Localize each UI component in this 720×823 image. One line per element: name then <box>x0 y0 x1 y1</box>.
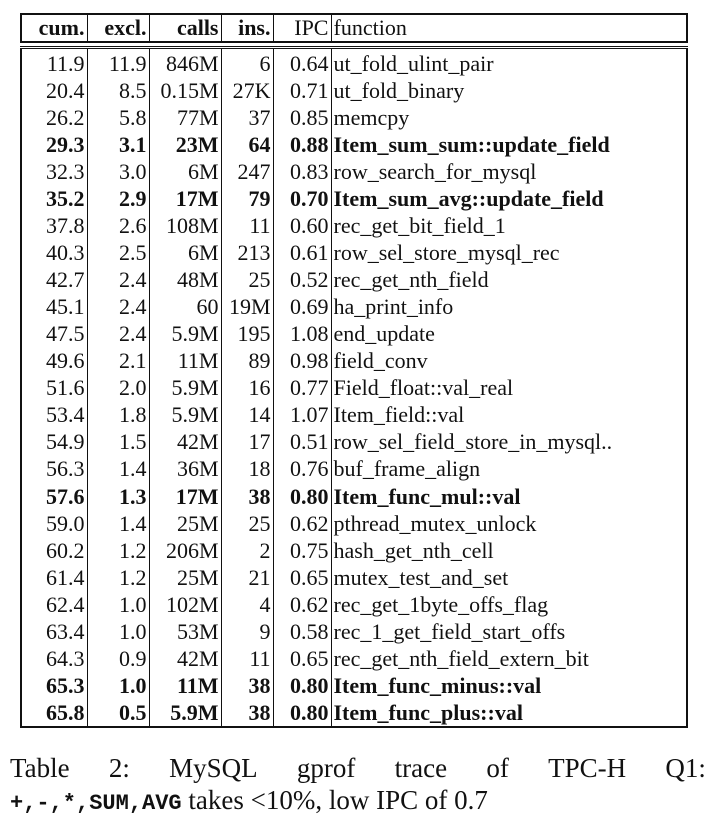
cell-cum: 49.6 <box>46 348 85 374</box>
cell-calls: 17M <box>149 483 221 510</box>
cell-ins: 27K <box>221 77 273 104</box>
cell-calls: 17M <box>149 185 221 212</box>
cell-ins: 18 <box>221 455 273 482</box>
cell-cum: 20.4 <box>46 78 85 104</box>
cell-calls: 0.15M <box>149 77 221 104</box>
cell-ipc: 0.80 <box>273 699 331 727</box>
cell-ins: 38 <box>221 672 273 699</box>
cell-function: Item_field::val <box>331 401 687 428</box>
cell-ins: 19M <box>221 293 273 320</box>
cell-function: row_search_for_mysql <box>331 158 687 185</box>
cell-cum: 51.6 <box>46 375 85 401</box>
cell-calls: 108M <box>149 212 221 239</box>
cell-function: field_conv <box>331 347 687 374</box>
cell-excl: 1.0 <box>87 672 149 699</box>
cell-cum: 26.2 <box>46 105 85 131</box>
header-ins: ins. <box>221 14 273 42</box>
table-row <box>21 564 687 591</box>
cell-ins: 38 <box>221 699 273 727</box>
cell-ipc: 0.98 <box>273 347 331 374</box>
cell-function: row_sel_field_store_in_mysql.. <box>331 428 687 455</box>
cell-calls: 5.9M <box>149 699 221 727</box>
cell-calls: 5.9M <box>149 401 221 428</box>
header-calls: calls <box>149 14 221 42</box>
cell-function: row_sel_store_mysql_rec <box>331 239 687 266</box>
cell-ins: 79 <box>221 185 273 212</box>
table-row <box>21 618 687 645</box>
cell-excl: 2.4 <box>87 293 149 320</box>
table-row <box>21 483 687 510</box>
cell-calls: 25M <box>149 510 221 537</box>
cell-excl: 2.9 <box>87 185 149 212</box>
cell-ins: 11 <box>221 212 273 239</box>
cell-calls: 5.9M <box>149 320 221 347</box>
table-row <box>21 591 687 618</box>
caption-line-2 <box>10 784 706 820</box>
cell-excl: 2.1 <box>87 347 149 374</box>
cell-function: ha_print_info <box>331 293 687 320</box>
cell-cum: 56.3 <box>46 456 85 482</box>
table-row <box>21 645 687 672</box>
cell-ins: 9 <box>221 618 273 645</box>
cell-ipc: 1.07 <box>273 401 331 428</box>
cell-ipc: 0.62 <box>273 510 331 537</box>
header-function: function <box>331 14 687 42</box>
table-row <box>21 293 687 320</box>
cell-ins: 213 <box>221 239 273 266</box>
cell-excl: 1.8 <box>87 401 149 428</box>
cell-excl: 1.5 <box>87 428 149 455</box>
cell-ipc: 0.62 <box>273 591 331 618</box>
cell-calls: 42M <box>149 645 221 672</box>
caption-word: of <box>486 753 509 783</box>
table-row <box>21 158 687 185</box>
cell-excl: 8.5 <box>87 77 149 104</box>
cell-ins: 89 <box>221 347 273 374</box>
cell-ipc: 0.71 <box>273 77 331 104</box>
cell-calls: 11M <box>149 672 221 699</box>
cell-function: Item_sum_avg::update_field <box>331 185 687 212</box>
cell-ins: 38 <box>221 483 273 510</box>
cell-cum: 54.9 <box>46 429 85 455</box>
cell-function: memcpy <box>331 104 687 131</box>
cell-ipc: 0.76 <box>273 455 331 482</box>
cell-excl: 1.3 <box>87 483 149 510</box>
cell-function: rec_get_nth_field_extern_bit <box>331 645 687 672</box>
cell-calls: 77M <box>149 104 221 131</box>
cell-cum: 35.2 <box>46 186 85 212</box>
cell-ipc: 0.60 <box>273 212 331 239</box>
cell-ipc: 0.80 <box>273 672 331 699</box>
table-row <box>21 374 687 401</box>
cell-function: rec_get_nth_field <box>331 266 687 293</box>
cell-function: Item_func_mul::val <box>331 483 687 510</box>
caption-word: Q1: <box>665 753 706 783</box>
cell-calls: 48M <box>149 266 221 293</box>
cell-ipc: 0.88 <box>273 131 331 158</box>
header-row <box>21 14 687 42</box>
cell-excl: 11.9 <box>87 48 149 78</box>
caption-word: 2: <box>108 753 130 783</box>
table-row <box>21 537 687 564</box>
cell-excl: 0.9 <box>87 645 149 672</box>
caption-word: TPC-H <box>548 753 627 783</box>
cell-excl: 2.6 <box>87 212 149 239</box>
cell-function: Item_func_plus::val <box>331 699 687 727</box>
cell-excl: 1.0 <box>87 618 149 645</box>
table-row <box>21 401 687 428</box>
cell-cum: 65.3 <box>46 672 85 698</box>
cell-ipc: 0.85 <box>273 104 331 131</box>
cell-cum: 29.3 <box>46 132 85 158</box>
cell-function: buf_frame_align <box>331 455 687 482</box>
caption-code: +,-,*,SUM,AVG <box>10 791 182 816</box>
cell-function: hash_get_nth_cell <box>331 537 687 564</box>
header-cum: cum. <box>38 15 85 40</box>
cell-ins: 2 <box>221 537 273 564</box>
cell-ipc: 0.61 <box>273 239 331 266</box>
cell-ins: 37 <box>221 104 273 131</box>
cell-calls: 846M <box>149 48 221 78</box>
caption-line-1 <box>10 752 706 784</box>
cell-ipc: 1.08 <box>273 320 331 347</box>
cell-ins: 247 <box>221 158 273 185</box>
cell-excl: 0.5 <box>87 699 149 727</box>
cell-cum: 37.8 <box>46 213 85 239</box>
caption-word: trace <box>394 753 448 783</box>
caption-word: MySQL <box>169 753 258 783</box>
cell-ipc: 0.51 <box>273 428 331 455</box>
table-row <box>21 699 687 727</box>
caption-word: gprof <box>296 753 356 783</box>
cell-ins: 17 <box>221 428 273 455</box>
cell-ins: 195 <box>221 320 273 347</box>
cell-function: rec_1_get_field_start_offs <box>331 618 687 645</box>
cell-calls: 23M <box>149 131 221 158</box>
cell-cum: 40.3 <box>46 240 85 266</box>
cell-ins: 16 <box>221 374 273 401</box>
cell-ipc: 0.65 <box>273 645 331 672</box>
cell-cum: 64.3 <box>46 645 85 671</box>
table-row <box>21 48 687 78</box>
cell-function: mutex_test_and_set <box>331 564 687 591</box>
cell-ipc: 0.83 <box>273 158 331 185</box>
cell-ins: 4 <box>221 591 273 618</box>
table-row <box>21 131 687 158</box>
cell-excl: 2.5 <box>87 239 149 266</box>
cell-cum: 65.8 <box>46 699 85 725</box>
cell-excl: 1.4 <box>87 455 149 482</box>
cell-function: ut_fold_binary <box>331 77 687 104</box>
cell-cum: 32.3 <box>46 159 85 185</box>
cell-cum: 45.1 <box>46 294 85 320</box>
cell-cum: 63.4 <box>46 618 85 644</box>
cell-function: end_update <box>331 320 687 347</box>
table-row <box>21 104 687 131</box>
cell-function: rec_get_bit_field_1 <box>331 212 687 239</box>
cell-cum: 62.4 <box>46 591 85 617</box>
cell-calls: 6M <box>149 158 221 185</box>
cell-ipc: 0.52 <box>273 266 331 293</box>
cell-cum: 42.7 <box>46 267 85 293</box>
cell-ipc: 0.80 <box>273 483 331 510</box>
cell-cum: 53.4 <box>46 402 85 428</box>
cell-ipc: 0.77 <box>273 374 331 401</box>
table-row <box>21 239 687 266</box>
table-row <box>21 347 687 374</box>
table-row <box>21 320 687 347</box>
caption-rest: takes <10%, low IPC of 0.7 <box>181 785 488 815</box>
cell-calls: 5.9M <box>149 374 221 401</box>
cell-calls: 206M <box>149 537 221 564</box>
cell-ins: 25 <box>221 510 273 537</box>
cell-excl: 5.8 <box>87 104 149 131</box>
cell-calls: 11M <box>149 347 221 374</box>
gprof-table <box>20 46 688 728</box>
cell-function: Item_sum_sum::update_field <box>331 131 687 158</box>
cell-ipc: 0.75 <box>273 537 331 564</box>
table-caption <box>10 752 706 820</box>
cell-cum: 11.9 <box>46 51 85 77</box>
cell-excl: 2.4 <box>87 320 149 347</box>
caption-word: Table <box>10 753 70 783</box>
table-header <box>20 13 688 43</box>
cell-function: ut_fold_ulint_pair <box>331 48 687 78</box>
table-row <box>21 77 687 104</box>
cell-cum: 57.6 <box>46 483 85 509</box>
cell-ipc: 0.58 <box>273 618 331 645</box>
cell-ins: 21 <box>221 564 273 591</box>
cell-cum: 47.5 <box>46 321 85 347</box>
cell-ipc: 0.69 <box>273 293 331 320</box>
cell-cum: 61.4 <box>46 564 85 590</box>
cell-function: Field_float::val_real <box>331 374 687 401</box>
cell-excl: 1.2 <box>87 564 149 591</box>
cell-calls: 25M <box>149 564 221 591</box>
cell-excl: 1.2 <box>87 537 149 564</box>
cell-calls: 6M <box>149 239 221 266</box>
cell-calls: 60 <box>149 293 221 320</box>
header-excl: excl. <box>87 14 149 42</box>
cell-cum: 59.0 <box>46 510 85 536</box>
cell-excl: 1.4 <box>87 510 149 537</box>
cell-ipc: 0.70 <box>273 185 331 212</box>
cell-excl: 2.4 <box>87 266 149 293</box>
table-row <box>21 455 687 482</box>
table-row <box>21 266 687 293</box>
cell-calls: 102M <box>149 591 221 618</box>
table-row <box>21 428 687 455</box>
cell-function: pthread_mutex_unlock <box>331 510 687 537</box>
table-row <box>21 672 687 699</box>
cell-ipc: 0.65 <box>273 564 331 591</box>
cell-ins: 64 <box>221 131 273 158</box>
cell-excl: 3.1 <box>87 131 149 158</box>
cell-function: rec_get_1byte_offs_flag <box>331 591 687 618</box>
cell-calls: 53M <box>149 618 221 645</box>
cell-excl: 3.0 <box>87 158 149 185</box>
table-row <box>21 510 687 537</box>
table-row <box>21 212 687 239</box>
header-ipc: IPC <box>273 14 331 42</box>
cell-ins: 11 <box>221 645 273 672</box>
cell-ins: 6 <box>221 48 273 78</box>
cell-excl: 2.0 <box>87 374 149 401</box>
cell-calls: 36M <box>149 455 221 482</box>
cell-ins: 14 <box>221 401 273 428</box>
cell-ins: 25 <box>221 266 273 293</box>
cell-ipc: 0.64 <box>273 48 331 78</box>
cell-cum: 60.2 <box>46 537 85 563</box>
cell-calls: 42M <box>149 428 221 455</box>
cell-function: Item_func_minus::val <box>331 672 687 699</box>
cell-excl: 1.0 <box>87 591 149 618</box>
table-row <box>21 185 687 212</box>
